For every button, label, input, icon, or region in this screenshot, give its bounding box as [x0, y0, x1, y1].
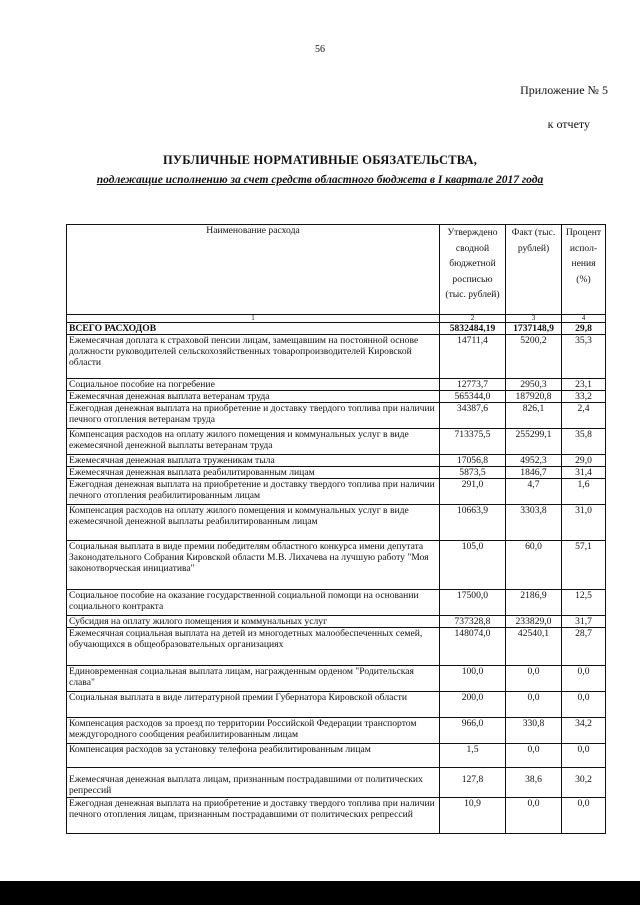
approved-value: 10,9: [440, 798, 506, 834]
fact-value: 42540,1: [506, 628, 562, 666]
approved-value: 565344,0: [440, 391, 506, 403]
approved-value: 200,0: [440, 692, 506, 718]
header-row: [67, 225, 606, 315]
column-index: 3: [506, 315, 562, 323]
fact-value: 233829,0: [506, 616, 562, 628]
percent-value: 2,4: [562, 403, 606, 429]
fact-value: 0,0: [506, 798, 562, 834]
column-index: 2: [440, 315, 506, 323]
table-row: [67, 590, 606, 616]
percent-value: 23,1: [562, 379, 606, 391]
table-row: [67, 692, 606, 718]
table-row: [67, 718, 606, 744]
percent-value: 35,3: [562, 335, 606, 379]
approved-value: 966,0: [440, 718, 506, 744]
approved-value: 14711,4: [440, 335, 506, 379]
header-fact: Факт (тыс. рублей): [506, 225, 562, 315]
expense-name: Ежемесячная денежная выплата ветеранам труда: [67, 391, 440, 403]
column-index: 1: [67, 315, 440, 323]
expense-name: Ежегодная денежная выплата на приобретение и доставку твердого топлива при наличии печного отопления ветеранам труда: [67, 403, 440, 429]
percent-value: 0,0: [562, 666, 606, 692]
percent-value: 31,7: [562, 616, 606, 628]
table-row: [67, 798, 606, 834]
fact-value: 0,0: [506, 744, 562, 768]
percent-value: 0,0: [562, 798, 606, 834]
percent-value: 34,2: [562, 718, 606, 744]
approved-value: 713375,5: [440, 429, 506, 455]
expense-name: Ежемесячная денежная выплата лицам, признанным пострадавшими от политических репрессий: [67, 768, 440, 798]
fact-value: 1846,7: [506, 467, 562, 479]
approved-value: 34387,6: [440, 403, 506, 429]
expense-name: Компенсация расходов на оплату жилого помещения и коммунальных услуг в виде ежемесячной денежной выплаты ветеранам труда: [67, 429, 440, 455]
percent-value: 12,5: [562, 590, 606, 616]
expense-name: Ежемесячная денежная выплата труженикам тыла: [67, 455, 440, 467]
table-row: [67, 744, 606, 768]
document-title: ПУБЛИЧНЫЕ НОРМАТИВНЫЕ ОБЯЗАТЕЛЬСТВА,: [162, 153, 478, 167]
total-label: ВСЕГО РАСХОДОВ: [67, 323, 440, 335]
percent-value: 29,0: [562, 455, 606, 467]
page-number: 56: [315, 44, 325, 55]
fact-value: 826,1: [506, 403, 562, 429]
scan-bottom-edge: [0, 881, 640, 905]
total-fact: 1737148,9: [506, 323, 562, 335]
percent-value: 57,1: [562, 541, 606, 590]
header-percent: Процент испол-нения (%): [562, 225, 606, 315]
approved-value: 737328,8: [440, 616, 506, 628]
table-row: [67, 429, 606, 455]
approved-value: 17056,8: [440, 455, 506, 467]
report-label: к отчету: [547, 117, 590, 131]
total-percent: 29,8: [562, 323, 606, 335]
fact-value: 330,8: [506, 718, 562, 744]
table-row: [67, 616, 606, 628]
fact-value: 60,0: [506, 541, 562, 590]
expense-name: Социальная выплата в виде литературной премии Губернатора Кировской области: [67, 692, 440, 718]
expense-name: Компенсация расходов за установку телефона реабилитированным лицам: [67, 744, 440, 768]
approved-value: 5873,5: [440, 467, 506, 479]
table-row: [67, 391, 606, 403]
header-name: Наименование расхода: [67, 225, 440, 315]
expense-name: Ежегодная денежная выплата на приобретение и доставку твердого топлива при наличии печного отопления реабилитированным лицам: [67, 479, 440, 505]
approved-value: 17500,0: [440, 590, 506, 616]
fact-value: 4,7: [506, 479, 562, 505]
total-approved: 5832484,19: [440, 323, 506, 335]
approved-value: 291,0: [440, 479, 506, 505]
table-row: [67, 467, 606, 479]
fact-value: 2186,9: [506, 590, 562, 616]
table-row: [67, 335, 606, 379]
fact-value: 0,0: [506, 666, 562, 692]
table-row: [67, 403, 606, 429]
expense-name: Ежемесячная социальная выплата на детей из многодетных малообеспеченных семей, обучающихся в общеобразовательных организациях: [67, 628, 440, 666]
fact-value: 255299,1: [506, 429, 562, 455]
percent-value: 0,0: [562, 692, 606, 718]
approved-value: 1,5: [440, 744, 506, 768]
expense-name: Ежемесячная доплата к страховой пенсии лицам, замещавшим на постоянной основе должности руководителей сельскохозяйственных товаропроизводителей Кировской области: [67, 335, 440, 379]
header-approved: Утверждено сводной бюджетной росписью (тыс. рублей): [440, 225, 506, 315]
percent-value: 33,2: [562, 391, 606, 403]
approved-value: 100,0: [440, 666, 506, 692]
percent-value: 28,7: [562, 628, 606, 666]
table-row: [67, 541, 606, 590]
percent-value: 35,8: [562, 429, 606, 455]
table-row: [67, 666, 606, 692]
approved-value: 148074,0: [440, 628, 506, 666]
table-row: [67, 455, 606, 467]
fact-value: 38,6: [506, 768, 562, 798]
document-subtitle: подлежащие исполнению за счет средств областного бюджета в I квартале 2017 года: [96, 174, 544, 186]
column-index: 4: [562, 315, 606, 323]
approved-value: 127,8: [440, 768, 506, 798]
fact-value: 0,0: [506, 692, 562, 718]
table-row: [67, 505, 606, 541]
table-row: [67, 768, 606, 798]
expense-name: Ежемесячная денежная выплата реабилитированным лицам: [67, 467, 440, 479]
expense-name: Компенсация расходов за проезд по территории Российской Федерации транспортом междугородного сообщения реабилитированным лицам: [67, 718, 440, 744]
column-index-row: [67, 315, 606, 323]
obligations-table: [66, 224, 606, 834]
total-row: [67, 323, 606, 335]
fact-value: 5200,2: [506, 335, 562, 379]
fact-value: 2950,3: [506, 379, 562, 391]
expense-name: Единовременная социальная выплата лицам, награжденным орденом "Родительская слава": [67, 666, 440, 692]
approved-value: 12773,7: [440, 379, 506, 391]
fact-value: 187920,8: [506, 391, 562, 403]
table-row: [67, 628, 606, 666]
percent-value: 0,0: [562, 744, 606, 768]
expense-name: Социальная выплата в виде премии победителям областного конкурса имени депутата Законодательного Собрания Кировской области М.В. Лихачева на лучшую работу "Моя законотворческая инициатива": [67, 541, 440, 590]
percent-value: 31,0: [562, 505, 606, 541]
appendix-label: Приложение № 5: [520, 83, 608, 97]
percent-value: 1,6: [562, 479, 606, 505]
approved-value: 10663,9: [440, 505, 506, 541]
expense-name: Субсидия на оплату жилого помещения и коммунальных услуг: [67, 616, 440, 628]
expense-name: Социальное пособие на оказание государственной социальной помощи на основании социального контракта: [67, 590, 440, 616]
expense-name: Социальное пособие на погребение: [67, 379, 440, 391]
table-row: [67, 479, 606, 505]
fact-value: 3303,8: [506, 505, 562, 541]
percent-value: 30,2: [562, 768, 606, 798]
percent-value: 31,4: [562, 467, 606, 479]
expense-name: Компенсация расходов на оплату жилого помещения и коммунальных услуг в виде ежемесячной денежной выплаты реабилитированным лицам: [67, 505, 440, 541]
table-row: [67, 379, 606, 391]
approved-value: 105,0: [440, 541, 506, 590]
expense-name: Ежегодная денежная выплата на приобретение и доставку твердого топлива при наличии печного отопления лицам, признанным пострадавшими от политических репрессий: [67, 798, 440, 834]
fact-value: 4952,3: [506, 455, 562, 467]
